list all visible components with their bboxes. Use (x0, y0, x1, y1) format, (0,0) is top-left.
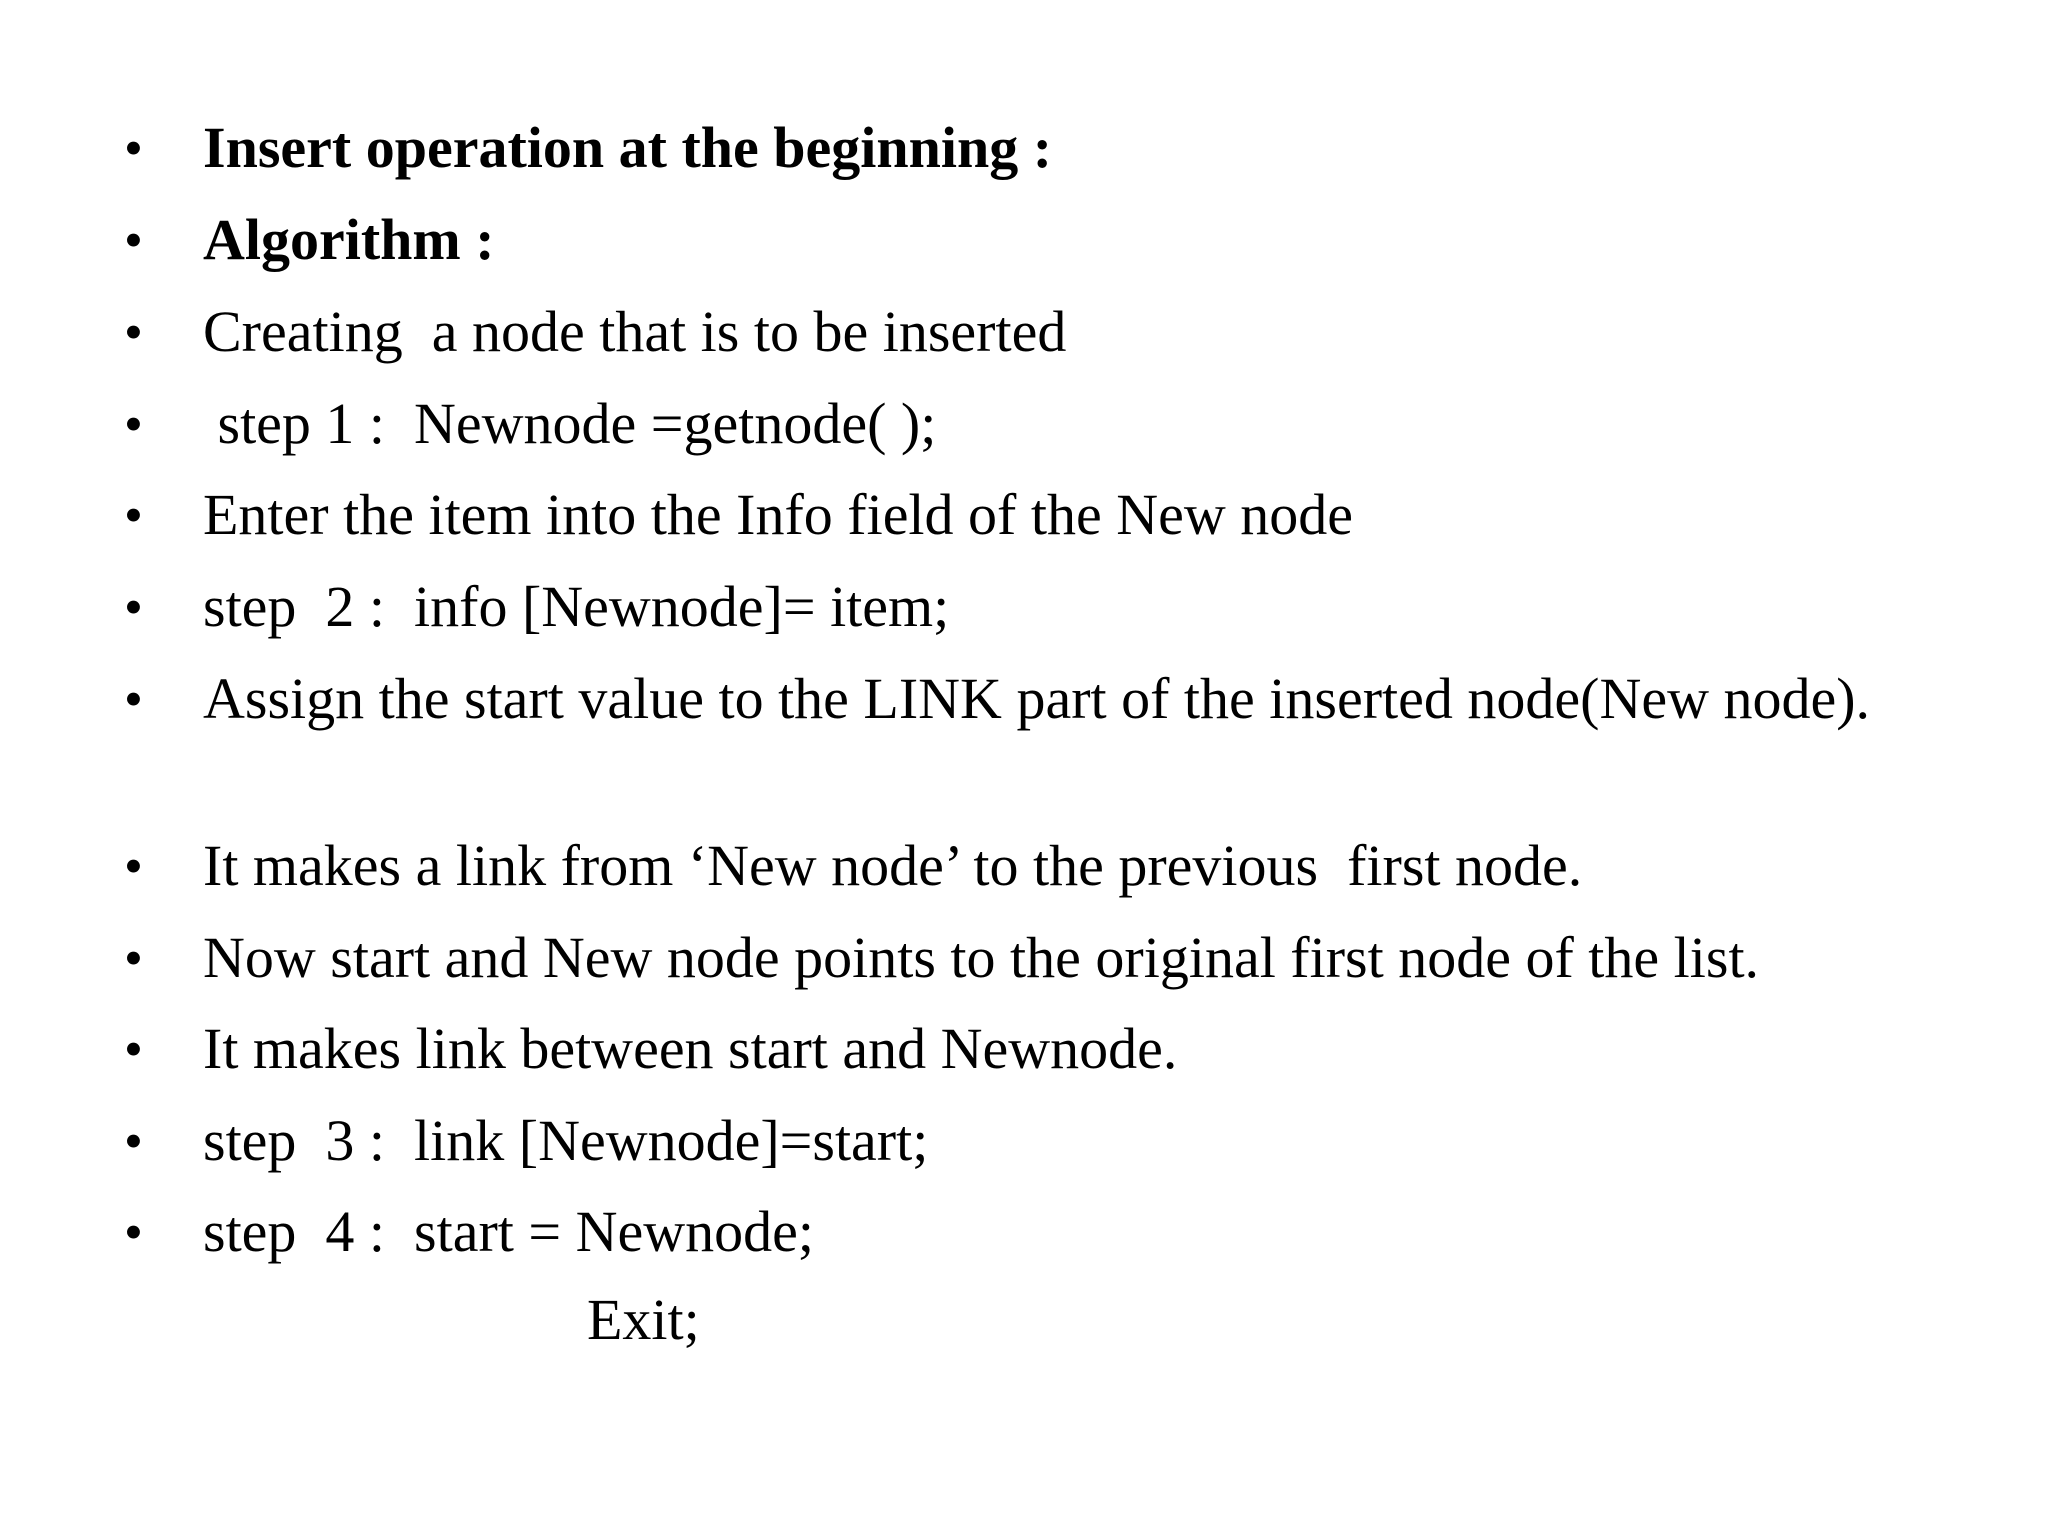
bullet-text: step 4 : start = Newnode; (203, 1199, 814, 1264)
bullet-item-step-2 (0, 569, 2048, 645)
bullet-text: Now start and New node points to the original first node of the list. (203, 925, 1760, 990)
bullet-dot: • (124, 302, 143, 362)
bullet-dot: • (124, 1111, 143, 1171)
bullet-dot: • (124, 928, 143, 988)
bullet-text: Creating a node that is to be inserted (203, 299, 1067, 364)
bullet-dot: • (124, 669, 143, 729)
bullet-item-now-start (0, 920, 2048, 996)
bullet-text: Algorithm : (203, 207, 495, 272)
bullet-text: Enter the item into the Info field of the New node (203, 482, 1353, 547)
bullet-text: step 1 : Newnode =getnode( ); (203, 391, 937, 456)
bullet-dot: • (124, 1202, 143, 1262)
bullet-dot: • (124, 836, 143, 896)
bullet-text: Insert operation at the beginning : (203, 115, 1053, 180)
bullet-item-enter-item (0, 477, 2048, 553)
bullet-text: Assign the start value to the LINK part of the inserted node(New node). (203, 666, 1871, 731)
bullet-item-step-4 (0, 1194, 2048, 1270)
bullet-dot: • (124, 210, 143, 270)
bullet-text: step 2 : info [Newnode]= item; (203, 574, 950, 639)
bullet-item-create-node (0, 294, 2048, 370)
bullet-text: It makes link between start and Newnode. (203, 1016, 1178, 1081)
bullet-item-insert-heading (0, 110, 2048, 186)
bullet-item-assign-start (0, 661, 2048, 817)
bullet-dot: • (124, 118, 143, 178)
bullet-dot: • (124, 577, 143, 637)
bullet-item-step-3 (0, 1103, 2048, 1179)
bullet-item-link-between (0, 1011, 2048, 1087)
bullet-text: It makes a link from ‘New node’ to the previous first node. (203, 833, 1583, 898)
exit-text: Exit; (587, 1287, 700, 1352)
bullet-text: step 3 : link [Newnode]=start; (203, 1108, 929, 1173)
bullet-dot: • (124, 1019, 143, 1079)
bullet-item-algorithm-heading (0, 202, 2048, 278)
bullet-dot: • (124, 394, 143, 454)
bullet-item-step-1 (0, 386, 2048, 462)
bullet-dot: • (124, 485, 143, 545)
bullet-item-makes-link (0, 828, 2048, 904)
